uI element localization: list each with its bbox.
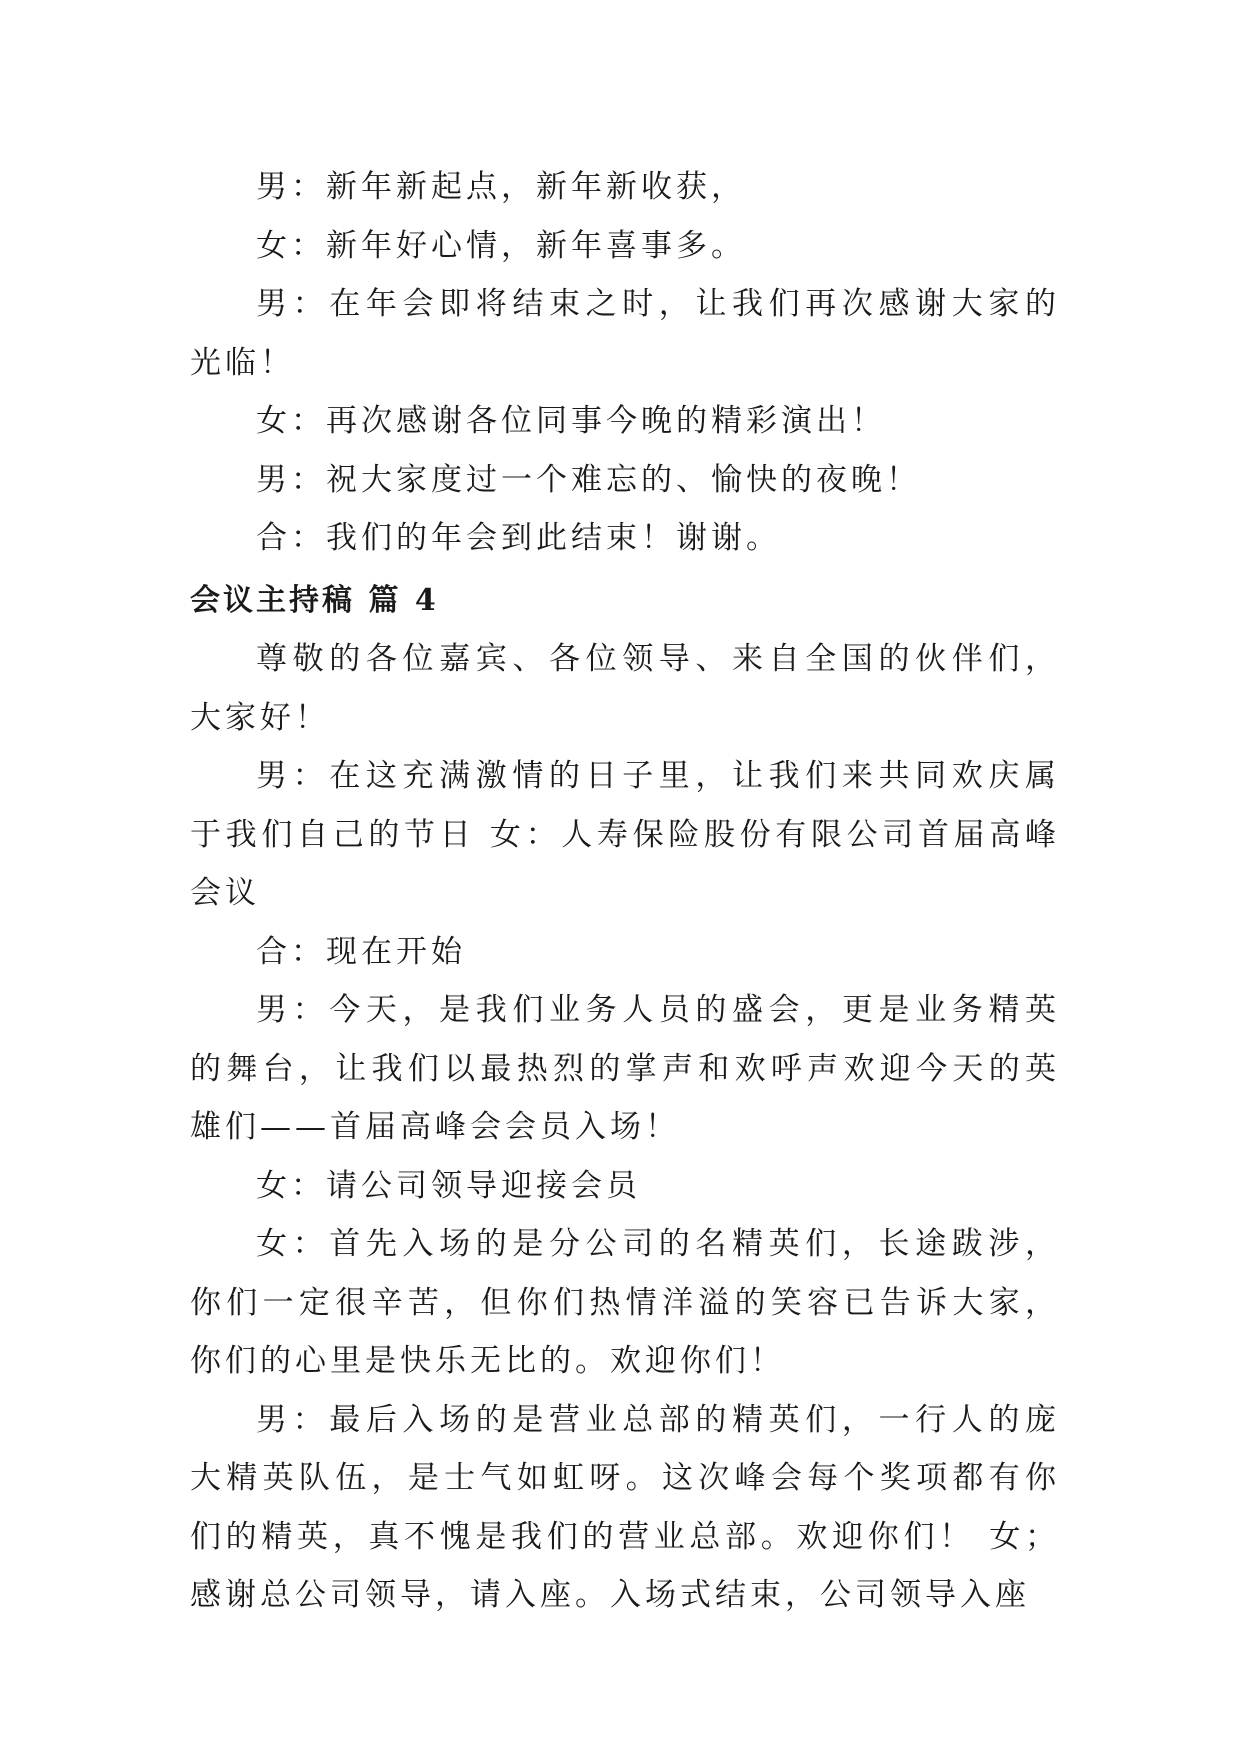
section-paragraph: 男：在这充满激情的日子里，让我们来共同欢庆属于我们自己的节日 女：人寿保险股份有限公司首届高峰会议	[190, 758, 1060, 911]
dialogue-line: 女：新年好心情，新年喜事多。	[256, 227, 746, 264]
dialogue-line: 女：再次感谢各位同事今晚的精彩演出！	[256, 403, 886, 439]
dialogue-line: 男：在年会即将结束之时，让我们再次感谢大家的光临！	[190, 286, 1060, 381]
section-heading: 会议主持稿 篇 4	[190, 583, 439, 618]
section-paragraph: 合：现在开始	[256, 933, 466, 970]
section-paragraph: 男：今天，是我们业务人员的盛会，更是业务精英的舞台，让我们以最热烈的掌声和欢呼声欢迎今天的英雄们——首届高峰会会员入场！	[190, 992, 1060, 1145]
closing-dialogue	[190, 158, 1060, 568]
dialogue-line: 男：新年新起点，新年新收获，	[256, 169, 746, 205]
section-host-script-4	[190, 572, 1060, 1625]
section-paragraph: 男：最后入场的是营业总部的精英们，一行人的庞大精英队伍，是士气如虹呀。这次峰会每个奖项都有你们的精英，真不愧是我们的营业总部。欢迎你们！ 女；感谢总公司领导，请入座。入场式结束，公司领导入座	[190, 1401, 1060, 1613]
section-paragraph: 女：首先入场的是分公司的名精英们，长途跋涉，你们一定很辛苦，但你们热情洋溢的笑容已告诉大家，你们的心里是快乐无比的。欢迎你们！	[190, 1226, 1060, 1379]
dialogue-line: 男：祝大家度过一个难忘的、愉快的夜晚！	[256, 461, 921, 498]
dialogue-line: 合：我们的年会到此结束！谢谢。	[256, 520, 781, 556]
section-paragraph: 女：请公司领导迎接会员	[256, 1167, 641, 1204]
section-paragraph: 尊敬的各位嘉宾、各位领导、来自全国的伙伴们，大家好！	[190, 641, 1060, 736]
